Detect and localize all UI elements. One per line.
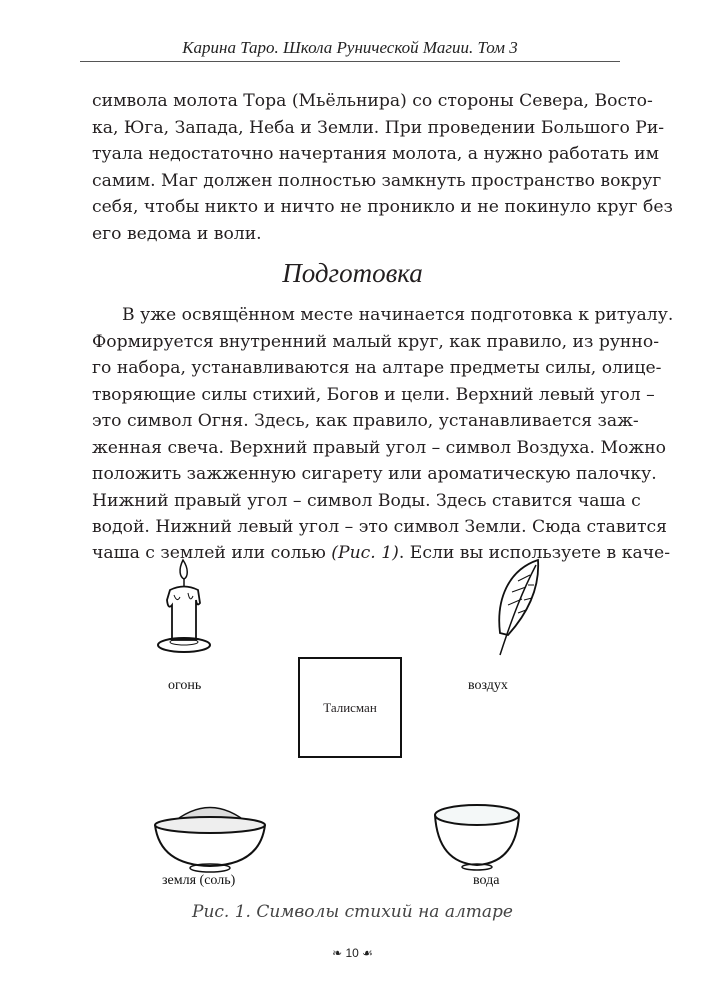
talisman-box [298,657,402,758]
text-line: Нижний правый угол – символ Воды. Здесь ставится чаша с [92,490,641,511]
text: чаша с землей или солью [92,543,332,563]
text-line: ка, Юга, Запада, Неба и Земли. При проведении Большого Ри- [92,117,665,138]
text-line: самим. Маг должен полностью замкнуть пространство вокруг [92,170,662,191]
text-line: положить зажженную сигарету или ароматическую палочку. [92,464,657,484]
water-bowl-icon [430,795,525,875]
text-line: символа молота Тора (Мьёльнира) со стороны Севера, Восто- [92,91,653,111]
text-line: творяющие силы стихий, Богов и цели. Верхний левый угол – [92,384,655,405]
page-number: ❧ 10 ☙ [332,946,373,960]
talisman-label: Талисман [323,699,377,715]
candle-icon [150,555,220,660]
salt-bowl-icon [150,790,270,875]
text-line: женная свеча. Верхний правый угол – символ Воздуха. Можно [92,437,667,458]
text-line: это символ Огня. Здесь, как правило, устанавливается заж- [92,411,639,431]
figure-reference: (Рис. 1) [331,543,399,563]
page-number-value: 10 [345,946,359,960]
text-line: го набора, устанавливаются на алтаре предметы силы, олице- [92,358,662,378]
running-header: Карина Таро. Школа Рунической Магии. Том 3 [182,38,518,57]
text-line: Формируется внутренний малый круг, как правило, из рунно- [92,331,660,352]
text-line: себя, чтобы никто и ничто не проникло и не покинуло круг без [92,197,673,217]
feather-icon [478,555,548,660]
text-line: туала недостаточно начертания молота, а нужно работать им [92,144,660,164]
text: . Если вы используете в каче- [398,543,671,563]
text-line: водой. Нижний левый угол – это символ Земли. Сюда ставится [92,517,667,537]
text-line: его ведома и воли. [92,223,262,244]
air-label: воздух [468,678,508,693]
figure-caption: Рис. 1. Символы стихий на алтаре [192,902,513,922]
header-rule [80,61,620,62]
text-line: В уже освящённом месте начинается подготовка к ритуалу. [122,305,674,325]
fire-label: огонь [168,678,202,693]
earth-label: земля (соль) [162,873,236,888]
section-heading: Подготовка [282,258,423,288]
water-label: вода [473,873,500,888]
